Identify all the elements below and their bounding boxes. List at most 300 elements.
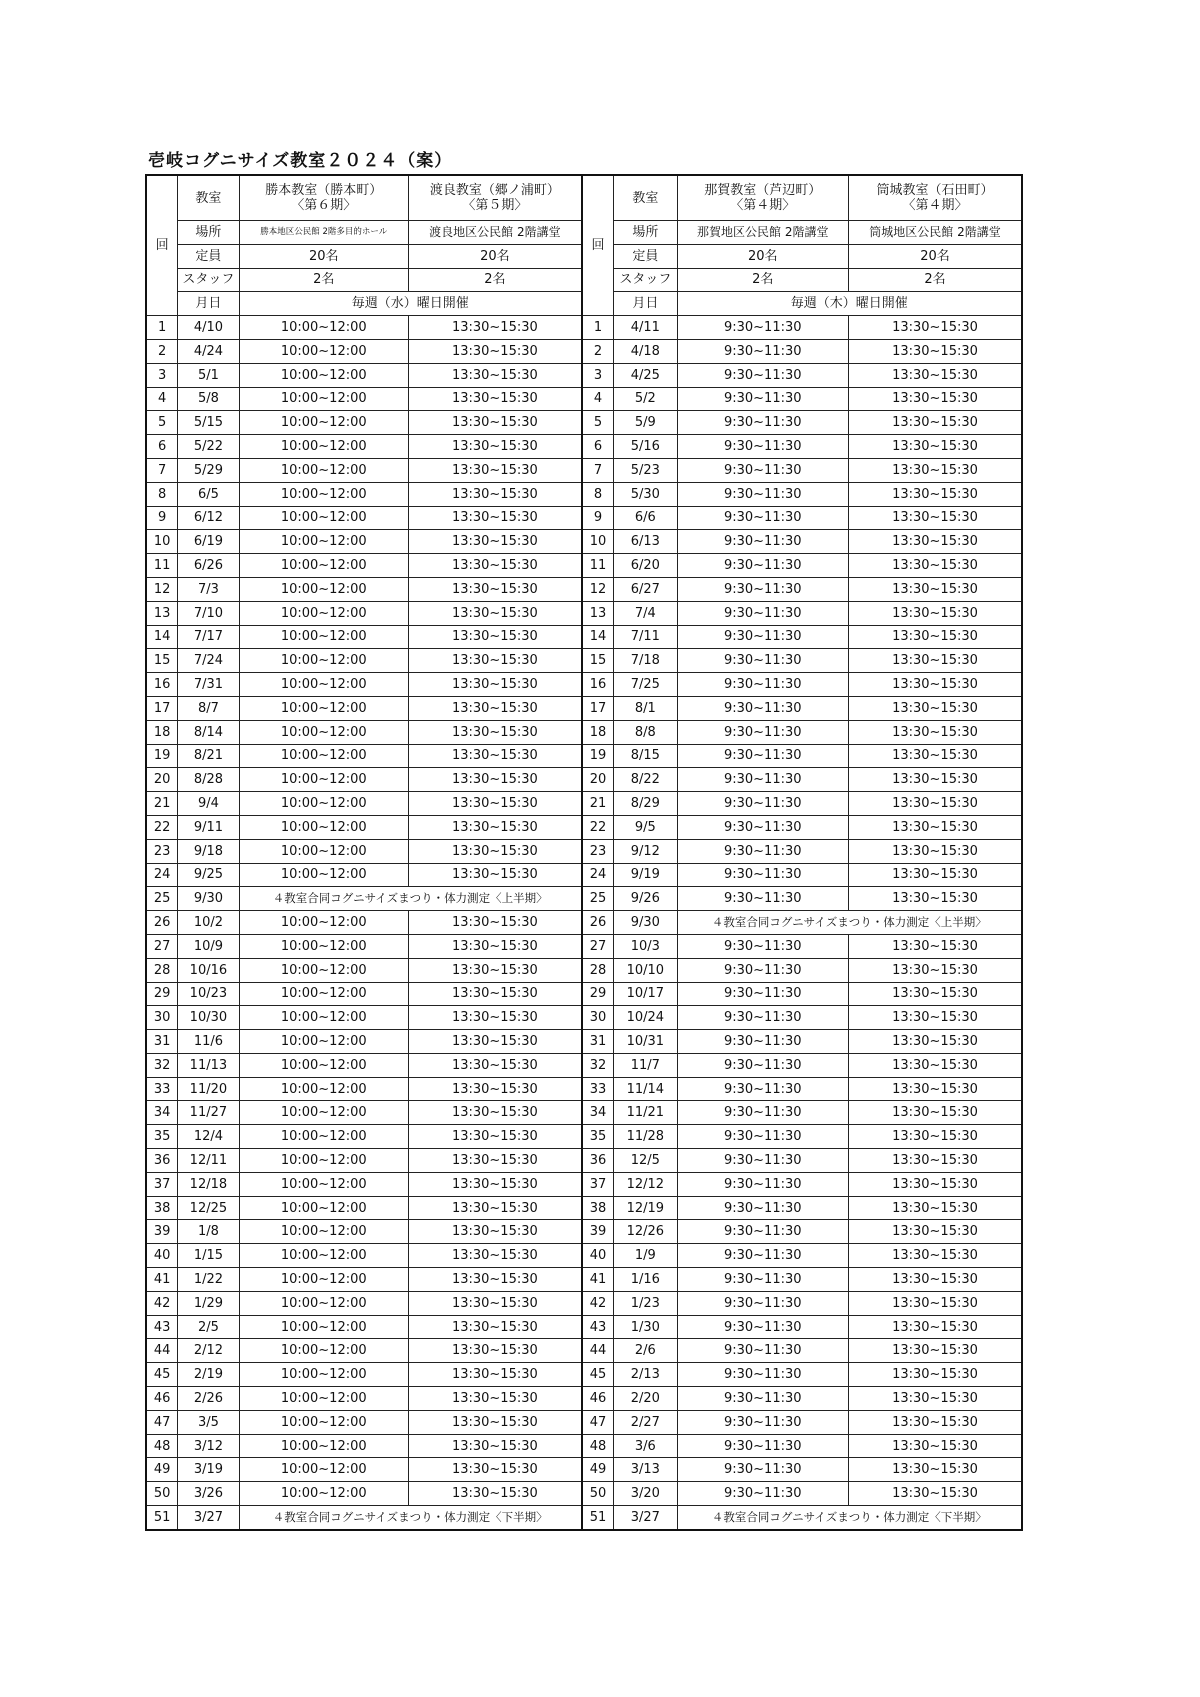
right-round-number: 6 <box>582 435 614 459</box>
right-round-number: 47 <box>582 1410 614 1434</box>
right-class-2-time: 13:30~15:30 <box>848 577 1022 601</box>
left-class-2-time: 13:30~15:30 <box>408 1172 582 1196</box>
left-date: 6/19 <box>178 530 239 554</box>
left-round-number: 13 <box>146 601 178 625</box>
left-date: 12/18 <box>178 1172 239 1196</box>
class-name: 勝本教室（勝本町） <box>265 183 383 198</box>
schedule-row <box>146 482 1022 506</box>
right-class-2-time: 13:30~15:30 <box>848 673 1022 697</box>
right-date: 8/29 <box>614 792 677 816</box>
right-date: 2/13 <box>614 1363 677 1387</box>
right-date: 3/13 <box>614 1458 677 1482</box>
schedule-row <box>146 1244 1022 1268</box>
right-class-1-time: 9:30~11:30 <box>677 649 848 673</box>
right-class-1-time: 9:30~11:30 <box>677 1149 848 1173</box>
right-class-2-time: 13:30~15:30 <box>848 458 1022 482</box>
right-class-2-time: 13:30~15:30 <box>848 363 1022 387</box>
left-capacity-label: 定員 <box>178 244 239 268</box>
schedule-row <box>146 720 1022 744</box>
right-date: 11/21 <box>614 1101 677 1125</box>
left-round-number: 31 <box>146 1030 178 1054</box>
left-class-2-time: 13:30~15:30 <box>408 339 582 363</box>
schedule-row <box>146 1387 1022 1411</box>
right-class-2-time: 13:30~15:30 <box>848 1030 1022 1054</box>
right-round-number: 5 <box>582 411 614 435</box>
left-schedule-note: 毎週（水）曜日開催 <box>239 292 582 316</box>
right-class-1-time: 9:30~11:30 <box>677 1315 848 1339</box>
left-class-2-time: 13:30~15:30 <box>408 1434 582 1458</box>
left-date: 1/29 <box>178 1291 239 1315</box>
left-class-1-time: 10:00~12:00 <box>239 339 408 363</box>
right-round-number: 37 <box>582 1172 614 1196</box>
right-round-number: 21 <box>582 792 614 816</box>
right-round-number: 23 <box>582 839 614 863</box>
right-round-number: 29 <box>582 982 614 1006</box>
right-date: 3/20 <box>614 1482 677 1506</box>
left-round-number: 26 <box>146 911 178 935</box>
left-round-number: 36 <box>146 1149 178 1173</box>
right-class-2-time: 13:30~15:30 <box>848 1434 1022 1458</box>
left-place-label: 場所 <box>178 221 239 245</box>
right-class-2-time: 13:30~15:30 <box>848 1458 1022 1482</box>
left-round-number: 41 <box>146 1268 178 1292</box>
right-class-1-time: 9:30~11:30 <box>677 1101 848 1125</box>
right-class-2-time: 13:30~15:30 <box>848 411 1022 435</box>
schedule-row <box>146 1268 1022 1292</box>
schedule-row <box>146 911 1022 935</box>
schedule-row <box>146 1220 1022 1244</box>
schedule-row <box>146 363 1022 387</box>
schedule-row <box>146 887 1022 911</box>
left-date: 2/19 <box>178 1363 239 1387</box>
right-class-1-time: 9:30~11:30 <box>677 863 848 887</box>
left-date: 9/4 <box>178 792 239 816</box>
right-class-1-time: 9:30~11:30 <box>677 1410 848 1434</box>
left-round-number: 1 <box>146 316 178 340</box>
left-class-2-time: 13:30~15:30 <box>408 982 582 1006</box>
right-round-number: 26 <box>582 911 614 935</box>
right-class-2-time: 13:30~15:30 <box>848 1006 1022 1030</box>
right-class-1-time: 9:30~11:30 <box>677 1339 848 1363</box>
left-round-header: 回 <box>146 175 178 316</box>
right-round-number: 22 <box>582 815 614 839</box>
right-date: 3/27 <box>614 1506 677 1530</box>
right-date: 5/2 <box>614 387 677 411</box>
left-date: 3/27 <box>178 1506 239 1530</box>
left-date: 12/25 <box>178 1196 239 1220</box>
left-round-number: 33 <box>146 1077 178 1101</box>
left-class-1-time: 10:00~12:00 <box>239 530 408 554</box>
right-class-2-time: 13:30~15:30 <box>848 625 1022 649</box>
schedule-row <box>146 530 1022 554</box>
right-date: 12/26 <box>614 1220 677 1244</box>
left-date: 12/11 <box>178 1149 239 1173</box>
right-round-number: 4 <box>582 387 614 411</box>
schedule-row <box>146 554 1022 578</box>
left-class-1-time: 10:00~12:00 <box>239 1172 408 1196</box>
left-round-number: 34 <box>146 1101 178 1125</box>
right-round-number: 3 <box>582 363 614 387</box>
left-round-number: 38 <box>146 1196 178 1220</box>
left-class-1-time: 10:00~12:00 <box>239 1339 408 1363</box>
schedule-row <box>146 1315 1022 1339</box>
right-round-number: 45 <box>582 1363 614 1387</box>
right-date: 7/11 <box>614 625 677 649</box>
left-date: 6/5 <box>178 482 239 506</box>
right-class-2-staff: 2名 <box>848 268 1022 292</box>
left-round-number: 50 <box>146 1482 178 1506</box>
left-date: 10/30 <box>178 1006 239 1030</box>
left-class-2-time: 13:30~15:30 <box>408 911 582 935</box>
left-class-2-time: 13:30~15:30 <box>408 625 582 649</box>
left-class-2-time: 13:30~15:30 <box>408 1125 582 1149</box>
right-round-number: 38 <box>582 1196 614 1220</box>
left-class-1-time: 10:00~12:00 <box>239 1244 408 1268</box>
right-event: ４教室合同コグニサイズまつり・体力測定〈上半期〉 <box>677 911 1022 935</box>
left-class-2-time: 13:30~15:30 <box>408 1363 582 1387</box>
right-round-number: 41 <box>582 1268 614 1292</box>
right-date: 11/28 <box>614 1125 677 1149</box>
left-date: 9/30 <box>178 887 239 911</box>
left-class-2-capacity: 20名 <box>408 244 582 268</box>
left-class-1-time: 10:00~12:00 <box>239 792 408 816</box>
right-date: 6/27 <box>614 577 677 601</box>
left-round-number: 28 <box>146 958 178 982</box>
left-round-number: 37 <box>146 1172 178 1196</box>
left-round-number: 24 <box>146 863 178 887</box>
right-class-2-time: 13:30~15:30 <box>848 1387 1022 1411</box>
left-round-number: 15 <box>146 649 178 673</box>
schedule-row <box>146 387 1022 411</box>
right-date: 9/19 <box>614 863 677 887</box>
left-class-2-time: 13:30~15:30 <box>408 1077 582 1101</box>
left-date: 2/26 <box>178 1387 239 1411</box>
right-class-2-time: 13:30~15:30 <box>848 530 1022 554</box>
right-date: 6/13 <box>614 530 677 554</box>
right-class-1-time: 9:30~11:30 <box>677 482 848 506</box>
schedule-row <box>146 1172 1022 1196</box>
right-date: 5/30 <box>614 482 677 506</box>
class-name: 筒城教室（石田町） <box>876 183 994 198</box>
schedule-row <box>146 1125 1022 1149</box>
right-class-2-capacity: 20名 <box>848 244 1022 268</box>
right-class-1-time: 9:30~11:30 <box>677 363 848 387</box>
right-class-1-time: 9:30~11:30 <box>677 458 848 482</box>
left-class-2-time: 13:30~15:30 <box>408 934 582 958</box>
left-date: 5/29 <box>178 458 239 482</box>
right-date: 7/25 <box>614 673 677 697</box>
left-class-2-time: 13:30~15:30 <box>408 601 582 625</box>
right-capacity-label: 定員 <box>614 244 677 268</box>
left-date: 1/15 <box>178 1244 239 1268</box>
left-class-2-time: 13:30~15:30 <box>408 1482 582 1506</box>
right-class-1-time: 9:30~11:30 <box>677 815 848 839</box>
left-class-2-time: 13:30~15:30 <box>408 387 582 411</box>
left-class-2-time: 13:30~15:30 <box>408 482 582 506</box>
left-round-number: 9 <box>146 506 178 530</box>
left-date: 9/18 <box>178 839 239 863</box>
right-class-2-time: 13:30~15:30 <box>848 339 1022 363</box>
right-date: 11/7 <box>614 1053 677 1077</box>
right-class-1-time: 9:30~11:30 <box>677 1006 848 1030</box>
left-class-2-time: 13:30~15:30 <box>408 1053 582 1077</box>
left-round-number: 20 <box>146 768 178 792</box>
right-round-number: 20 <box>582 768 614 792</box>
left-class-1-time: 10:00~12:00 <box>239 482 408 506</box>
right-round-number: 8 <box>582 482 614 506</box>
right-class-1-time: 9:30~11:30 <box>677 1482 848 1506</box>
schedule-row <box>146 577 1022 601</box>
right-staff-label: スタッフ <box>614 268 677 292</box>
right-round-number: 43 <box>582 1315 614 1339</box>
left-class-1-time: 10:00~12:00 <box>239 316 408 340</box>
left-round-number: 19 <box>146 744 178 768</box>
right-class-1-time: 9:30~11:30 <box>677 387 848 411</box>
right-class-2-time: 13:30~15:30 <box>848 839 1022 863</box>
right-round-number: 11 <box>582 554 614 578</box>
left-round-number: 30 <box>146 1006 178 1030</box>
left-class-1-time: 10:00~12:00 <box>239 577 408 601</box>
right-class-1-time: 9:30~11:30 <box>677 1125 848 1149</box>
left-class-1-time: 10:00~12:00 <box>239 458 408 482</box>
left-date: 2/5 <box>178 1315 239 1339</box>
left-class-2-time: 13:30~15:30 <box>408 554 582 578</box>
right-date: 8/8 <box>614 720 677 744</box>
left-round-number: 25 <box>146 887 178 911</box>
left-date: 10/23 <box>178 982 239 1006</box>
right-class-2-time: 13:30~15:30 <box>848 601 1022 625</box>
left-class-1-time: 10:00~12:00 <box>239 1434 408 1458</box>
right-class-2-time: 13:30~15:30 <box>848 1172 1022 1196</box>
right-class-2-time: 13:30~15:30 <box>848 1053 1022 1077</box>
right-class-1-time: 9:30~11:30 <box>677 1244 848 1268</box>
left-date: 3/19 <box>178 1458 239 1482</box>
right-round-number: 15 <box>582 649 614 673</box>
left-date: 11/20 <box>178 1077 239 1101</box>
left-class-1-header <box>239 175 408 221</box>
left-date: 1/22 <box>178 1268 239 1292</box>
right-date: 7/4 <box>614 601 677 625</box>
class-name: 那賀教室（芦辺町） <box>704 183 822 198</box>
right-class-1-time: 9:30~11:30 <box>677 554 848 578</box>
right-date: 1/30 <box>614 1315 677 1339</box>
left-round-number: 23 <box>146 839 178 863</box>
right-class-2-time: 13:30~15:30 <box>848 316 1022 340</box>
right-round-number: 44 <box>582 1339 614 1363</box>
right-class-2-time: 13:30~15:30 <box>848 696 1022 720</box>
left-date: 8/21 <box>178 744 239 768</box>
left-round-number: 2 <box>146 339 178 363</box>
left-event: ４教室合同コグニサイズまつり・体力測定〈上半期〉 <box>239 887 582 911</box>
left-class-1-time: 10:00~12:00 <box>239 696 408 720</box>
left-class-2-time: 13:30~15:30 <box>408 1410 582 1434</box>
left-date: 11/27 <box>178 1101 239 1125</box>
right-round-number: 10 <box>582 530 614 554</box>
left-class-1-time: 10:00~12:00 <box>239 720 408 744</box>
right-class-1-time: 9:30~11:30 <box>677 1220 848 1244</box>
right-date: 9/5 <box>614 815 677 839</box>
left-class-2-place: 渡良地区公民館 2階講堂 <box>408 221 582 245</box>
schedule-row <box>146 768 1022 792</box>
left-round-number: 5 <box>146 411 178 435</box>
right-round-number: 30 <box>582 1006 614 1030</box>
right-class-1-time: 9:30~11:30 <box>677 601 848 625</box>
left-date: 5/8 <box>178 387 239 411</box>
left-round-number: 39 <box>146 1220 178 1244</box>
right-class-2-time: 13:30~15:30 <box>848 792 1022 816</box>
left-class-1-time: 10:00~12:00 <box>239 387 408 411</box>
left-date: 5/22 <box>178 435 239 459</box>
left-class-1-capacity: 20名 <box>239 244 408 268</box>
right-class-2-time: 13:30~15:30 <box>848 1410 1022 1434</box>
left-class-1-time: 10:00~12:00 <box>239 1125 408 1149</box>
left-class-2-time: 13:30~15:30 <box>408 1101 582 1125</box>
right-class-2-time: 13:30~15:30 <box>848 863 1022 887</box>
right-round-number: 49 <box>582 1458 614 1482</box>
left-class-1-time: 10:00~12:00 <box>239 363 408 387</box>
left-class-2-time: 13:30~15:30 <box>408 720 582 744</box>
right-round-number: 12 <box>582 577 614 601</box>
left-round-number: 18 <box>146 720 178 744</box>
right-class-1-time: 9:30~11:30 <box>677 1196 848 1220</box>
left-round-number: 51 <box>146 1506 178 1530</box>
right-class-2-time: 13:30~15:30 <box>848 744 1022 768</box>
right-class-2-time: 13:30~15:30 <box>848 1244 1022 1268</box>
right-date: 8/15 <box>614 744 677 768</box>
schedule-row <box>146 649 1022 673</box>
right-date: 2/6 <box>614 1339 677 1363</box>
right-class-2-time: 13:30~15:30 <box>848 1315 1022 1339</box>
right-round-number: 28 <box>582 958 614 982</box>
schedule-row <box>146 601 1022 625</box>
right-place-label: 場所 <box>614 221 677 245</box>
left-round-number: 42 <box>146 1291 178 1315</box>
right-class-2-header <box>848 175 1022 221</box>
right-class-2-time: 13:30~15:30 <box>848 1482 1022 1506</box>
right-class-1-time: 9:30~11:30 <box>677 696 848 720</box>
right-date: 10/31 <box>614 1030 677 1054</box>
schedule-row <box>146 1149 1022 1173</box>
left-class-1-time: 10:00~12:00 <box>239 435 408 459</box>
schedule-row <box>146 958 1022 982</box>
left-class-1-time: 10:00~12:00 <box>239 1053 408 1077</box>
right-class-2-time: 13:30~15:30 <box>848 1291 1022 1315</box>
left-date: 12/4 <box>178 1125 239 1149</box>
right-date: 12/19 <box>614 1196 677 1220</box>
left-class-2-time: 13:30~15:30 <box>408 530 582 554</box>
right-class-2-time: 13:30~15:30 <box>848 387 1022 411</box>
right-date: 4/25 <box>614 363 677 387</box>
left-class-2-time: 13:30~15:30 <box>408 863 582 887</box>
left-round-number: 17 <box>146 696 178 720</box>
left-class-2-time: 13:30~15:30 <box>408 1030 582 1054</box>
schedule-row <box>146 863 1022 887</box>
left-class-2-staff: 2名 <box>408 268 582 292</box>
right-date: 5/16 <box>614 435 677 459</box>
left-event: ４教室合同コグニサイズまつり・体力測定〈下半期〉 <box>239 1506 582 1530</box>
right-date: 5/9 <box>614 411 677 435</box>
right-date: 7/18 <box>614 649 677 673</box>
right-class-2-time: 13:30~15:30 <box>848 1125 1022 1149</box>
left-round-number: 7 <box>146 458 178 482</box>
left-date: 7/31 <box>178 673 239 697</box>
right-round-number: 31 <box>582 1030 614 1054</box>
schedule-row <box>146 1410 1022 1434</box>
left-class-2-time: 13:30~15:30 <box>408 792 582 816</box>
left-class-1-time: 10:00~12:00 <box>239 744 408 768</box>
right-schedule-note: 毎週（木）曜日開催 <box>677 292 1022 316</box>
right-round-number: 13 <box>582 601 614 625</box>
right-round-number: 51 <box>582 1506 614 1530</box>
class-period: 〈第４期〉 <box>902 198 968 213</box>
left-class-1-time: 10:00~12:00 <box>239 1030 408 1054</box>
schedule-row <box>146 1339 1022 1363</box>
right-date: 10/3 <box>614 934 677 958</box>
right-classroom-label: 教室 <box>614 175 677 221</box>
schedule-row <box>146 934 1022 958</box>
right-class-2-time: 13:30~15:30 <box>848 934 1022 958</box>
left-class-1-staff: 2名 <box>239 268 408 292</box>
left-date: 9/25 <box>178 863 239 887</box>
schedule-row <box>146 411 1022 435</box>
right-round-number: 14 <box>582 625 614 649</box>
right-date: 8/1 <box>614 696 677 720</box>
left-class-2-time: 13:30~15:30 <box>408 506 582 530</box>
left-date: 4/24 <box>178 339 239 363</box>
left-classroom-label: 教室 <box>178 175 239 221</box>
left-class-2-time: 13:30~15:30 <box>408 1220 582 1244</box>
left-date: 8/7 <box>178 696 239 720</box>
schedule-row <box>146 625 1022 649</box>
right-date: 6/20 <box>614 554 677 578</box>
left-class-1-time: 10:00~12:00 <box>239 1315 408 1339</box>
right-class-1-time: 9:30~11:30 <box>677 673 848 697</box>
right-date: 10/17 <box>614 982 677 1006</box>
right-class-2-time: 13:30~15:30 <box>848 1363 1022 1387</box>
left-class-1-time: 10:00~12:00 <box>239 1006 408 1030</box>
left-round-number: 4 <box>146 387 178 411</box>
right-class-1-header <box>677 175 848 221</box>
right-class-2-time: 13:30~15:30 <box>848 815 1022 839</box>
right-event: ４教室合同コグニサイズまつり・体力測定〈下半期〉 <box>677 1506 1022 1530</box>
left-date: 8/14 <box>178 720 239 744</box>
right-class-1-time: 9:30~11:30 <box>677 1434 848 1458</box>
left-class-1-time: 10:00~12:00 <box>239 649 408 673</box>
left-date-label: 月日 <box>178 292 239 316</box>
right-class-2-time: 13:30~15:30 <box>848 1220 1022 1244</box>
left-class-2-time: 13:30~15:30 <box>408 316 582 340</box>
right-class-2-time: 13:30~15:30 <box>848 1196 1022 1220</box>
left-class-2-time: 13:30~15:30 <box>408 577 582 601</box>
left-class-2-time: 13:30~15:30 <box>408 458 582 482</box>
left-date: 2/12 <box>178 1339 239 1363</box>
right-class-1-time: 9:30~11:30 <box>677 316 848 340</box>
left-date: 3/12 <box>178 1434 239 1458</box>
schedule-row <box>146 435 1022 459</box>
right-round-number: 35 <box>582 1125 614 1149</box>
left-date: 6/12 <box>178 506 239 530</box>
left-class-1-time: 10:00~12:00 <box>239 768 408 792</box>
left-round-number: 40 <box>146 1244 178 1268</box>
right-round-number: 2 <box>582 339 614 363</box>
left-date: 9/11 <box>178 815 239 839</box>
right-class-1-time: 9:30~11:30 <box>677 1268 848 1292</box>
left-class-1-time: 10:00~12:00 <box>239 911 408 935</box>
left-class-2-time: 13:30~15:30 <box>408 1387 582 1411</box>
right-date: 2/27 <box>614 1410 677 1434</box>
right-date: 9/30 <box>614 911 677 935</box>
left-round-number: 49 <box>146 1458 178 1482</box>
